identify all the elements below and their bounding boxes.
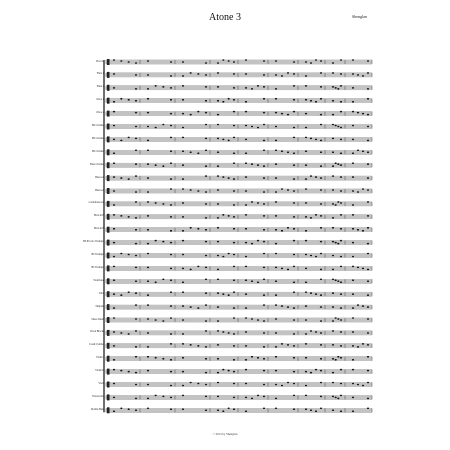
clef-icon [107,201,110,207]
staff [106,136,372,142]
instrument-label: Bassoon [95,188,104,192]
instrument-label: Contrabassoon [88,201,104,205]
staff [106,317,372,323]
staff [106,124,372,130]
clef-icon [107,188,110,194]
staff [106,201,372,207]
instrument-label: Double Bass [90,407,104,411]
staff [106,407,372,413]
staff [106,304,372,310]
instrument-label: Violin I [96,356,104,360]
clef-icon [107,265,110,271]
staff [106,265,372,271]
instrument-label: Bassoon [95,175,104,179]
score-title: Atone 3 [209,12,241,23]
staff [106,227,372,233]
clef-icon [107,317,110,323]
instrument-label: Violin II [95,369,104,373]
staff [106,253,372,259]
clef-icon [107,124,110,130]
staff [106,162,372,168]
instrument-label: Timpani [95,304,104,308]
instrument-label: Bass Clarinet [90,162,104,166]
staff [106,356,372,362]
instrument-label: Wood Blocks [90,330,104,334]
clef-icon [107,304,110,310]
clef-icon [107,394,110,400]
clef-icon [107,162,110,168]
instrument-label: Flute 1 [96,72,104,76]
staff [106,59,372,65]
clef-icon [107,72,110,78]
clef-icon [107,253,110,259]
clef-icon [107,227,110,233]
instrument-label: Crash Cymbal [89,343,104,347]
staff [106,343,372,349]
clef-icon [107,214,110,220]
staff [106,369,372,375]
clef-icon [107,85,110,91]
instrument-label: Flute 2 [96,85,104,89]
instrument-label: Bb Clarinet [91,149,104,153]
staff [106,85,372,91]
staff [106,330,372,336]
instrument-label: Bb Piccolo Trumpet [83,240,104,244]
staff [106,98,372,104]
clef-icon [107,111,110,117]
clef-icon [107,291,110,297]
instrument-label: Trombone [93,278,104,282]
staff [106,382,372,388]
clef-icon [107,278,110,284]
staff [106,291,372,297]
instrument-label: Oboe 1 [96,98,104,102]
clef-icon [107,356,110,362]
instrument-label: Bb Trumpet [91,253,104,256]
instrument-label: Oboe 2 [96,111,104,115]
copyright-footer: © 2013 by Shenglan [212,432,238,436]
instrument-label: Bb Trumpet [91,265,104,269]
clef-icon [107,175,110,181]
clef-icon [107,369,110,375]
staff [106,72,372,78]
instrument-label: Piccolo [96,59,104,63]
staff [106,175,372,181]
clef-icon [107,240,110,246]
instrument-label: Horn in F [93,227,104,231]
instrument-label: Horn in F [93,214,104,218]
clef-icon [107,136,110,142]
clef-icon [107,330,110,336]
clef-icon [107,98,110,104]
staff [106,240,372,246]
staff [106,214,372,220]
clef-icon [107,59,110,65]
staff [106,188,372,194]
instrument-label: Violoncello [91,394,104,398]
instrument-label: Bb Clarinet [91,124,104,127]
staff [106,149,372,155]
staff [106,394,372,400]
instrument-label: Snare Drum [91,317,104,321]
instrument-label: Viola [98,382,104,385]
staff [106,278,372,284]
composer-name: Shenglan [352,14,367,19]
clef-icon [107,382,110,388]
clef-icon [107,407,110,413]
clef-icon [107,343,110,349]
staff [106,111,372,117]
instrument-label: Tuba [98,291,104,295]
instrument-label: Bb Clarinet [91,136,104,140]
clef-icon [107,149,110,155]
